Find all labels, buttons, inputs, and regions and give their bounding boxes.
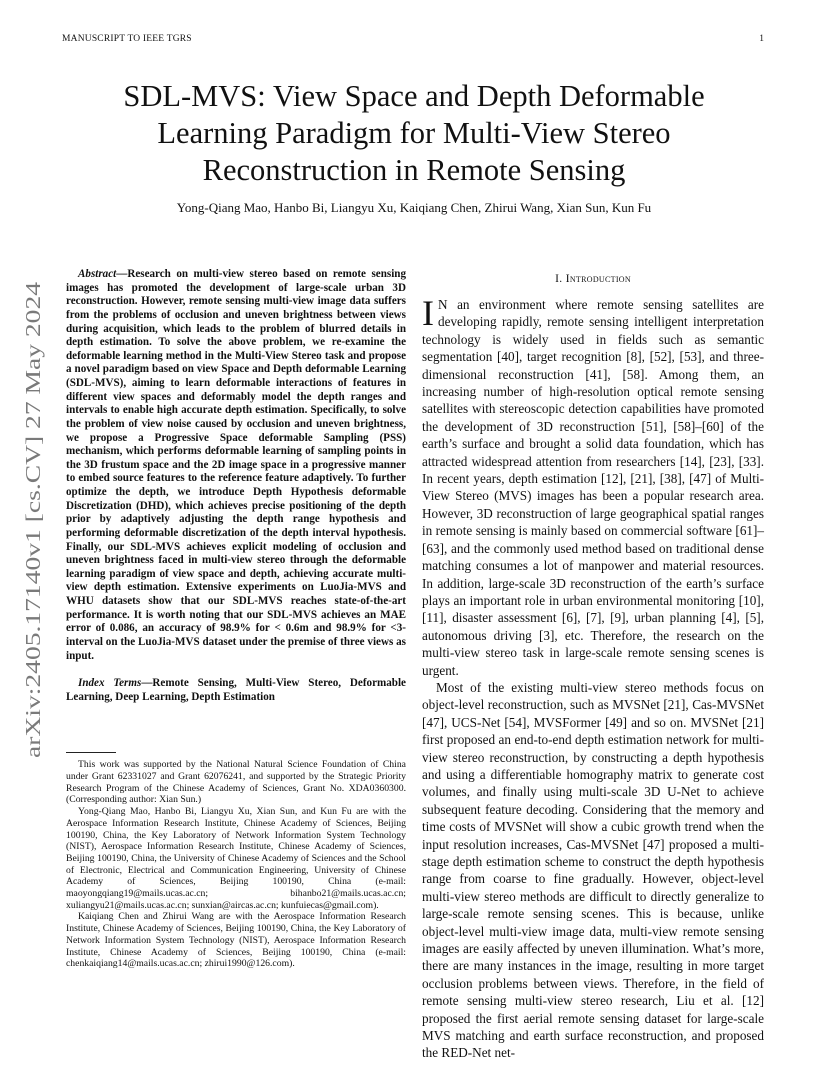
arxiv-stamp-text: arXiv:2405.17140v1 [cs.CV] 27 May 2024 [21,386,45,758]
section-heading [422,271,764,286]
index-terms-label: Index Terms [78,677,142,690]
first-word-rest: N [438,297,448,312]
paper-title: SDL-MVS: View Space and Depth Deformable Learning Paradigm for Multi-View Stereo Reconstruction in Remote Sensing [123,79,705,187]
running-head: MANUSCRIPT TO IEEE TGRS [62,34,192,44]
abstract-label: Abstract [78,268,117,280]
intro-paragraph-1 [422,293,764,679]
footnote-affiliation-1: Yong-Qiang Mao, Hanbo Bi, Liangyu Xu, Xian Sun, and Kun Fu are with the Aerospace Information Research Institute, Chinese Academy of Sciences, Beijing 100190, China, the Key Laboratory of Network Information System Technology (NIST), Aerospace Information Research Institute, Chinese Academy of Sciences, Beijing 100190, China, the University of Chinese Academy of Sciences and the School of Electronic, Electrical and Communication Engineering, University of Chinese Academy of Sciences, Beijing 100190, China (e-mail: maoyongqiang19@mails.ucas.ac.cn; bihanbo21@mails.ucas.ac.cn; xuliangyu21@mails.ucas.ac.cn; sunxian@aircas.ac.cn; kunfuiecas@gmail.com). [66,806,406,911]
author-list: Yong-Qiang Mao, Hanbo Bi, Liangyu Xu, Kaiqiang Chen, Zhirui Wang, Xian Sun, Kun Fu [176,200,652,215]
index-terms-text: —Remote Sensing, Multi-View Stereo, Deformable Learning, Deep Learning, Depth Estimation [66,677,406,703]
section-title: Introduction [565,271,631,285]
intro-paragraph-1-text: an environment where remote sensing satellites are developing rapidly, remote sensing intelligent interpretation technology is widely used in fields such as semantic segmentation [40], target recognition [8], [52], [53], and three-dimensional reconstruction [41], [58]. Among them, an increasing number of high-resolution optical remote sensing satellites with stereoscopic detection capabilities have promoted the development of 3D reconstruction [51], [58]–[60] of the earth’s surface and brought a solid data foundation, which has attracted widespread attention from researchers [14], [23], [33]. In recent years, depth estimation [12], [21], [38], [47] of Multi-View Stereo (MVS) images has been a popular research area. However, 3D reconstruction of large geographical spatial ranges in remote sensing is mainly based on commercial software [61]–[63], and the commonly used method based on traditional dense matching consumes a lot of manpower and material resources. In addition, large-scale 3D reconstruction of the earth’s surface plays an important role in urban environmental monitoring [10], [11], disaster assessment [6], [7], [9], urban planning [4], [5], autonomous driving [3], etc. Therefore, the research on the multi-view stereo task in large-scale remote sensing scenes is urgent. [422,297,764,678]
intro-paragraph-2: Most of the existing multi-view stereo methods focus on object-level reconstruction, such as MVSNet [21], Cas-MVSNet [47], UCS-Net [54], MVSFormer [49] and so on. MVSNet [21] first proposed an end-to-end depth estimation network for multi-view stereo reconstruction, by constructing a depth hypothesis and using a differentiable homography matrix to generate cost volumes, and finally using multi-scale 3D U-Net to achieve subsequent feature decoding. Considering that the memory and time costs of MVSNet will show a cubic growth trend when the input resolution increases, Cas-MVSNet [47] proposed a multi-stage depth estimation scheme to construct the depth hypothesis range from coarse to fine gradually. However, object-level multi-view stereo methods are difficult to directly generalize to large-scale remote sensing scenes. This is because, unlike object-level multi-view image data, multi-view remote sensing images are easily affected by uneven illumination. What’s more, there are many instances in the image, resulting in more target occlusion problems between views. Therefore, in the field of remote sensing multi-view stereo research, Liu et al. [12] proposed the first aerial remote sensing dataset for large-scale MVS matching and earth surface reconstruction, and proposed the RED-Net net- [422,679,764,1061]
dropcap: I [422,293,434,333]
left-column [66,268,406,970]
page-number: 1 [759,34,764,44]
right-column [422,268,764,1062]
index-terms [66,677,406,704]
abstract [66,268,406,663]
footnote-rule [66,752,116,753]
arxiv-stamp [10,280,50,760]
footnote-funding: This work was supported by the National Natural Science Foundation of China under Grant 62331027 and Grant 62076241, and supported by the Strategic Priority Research Program of the Chinese Academy of Sciences, Grant No. XDA0360300. (Corresponding author: Xian Sun.) [66,759,406,806]
section-numeral: I. [555,273,563,285]
footnote-affiliation-2: Kaiqiang Chen and Zhirui Wang are with the Aerospace Information Research Institute, Chinese Academy of Sciences, Beijing 100190, China, the Key Laboratory of Network Information System Technology (NIST), Aerospace Information Research Institute, Chinese Academy of Sciences, Beijing 100190, China (e-mail: chenkaiqiang14@mails.ucas.ac.cn; zhirui1990@126.com). [66,911,406,970]
abstract-text: —Research on multi-view stereo based on remote sensing images has promoted the development of large-scale urban 3D reconstruction. However, remote sensing multi-view image data suffers from the problems of occlusion and uneven brightness between views during acquisition, which leads to the problem of blurred details in depth estimation. To solve the above problem, we re-examine the deformable learning method in the Multi-View Stereo task and propose a novel paradigm based on view Space and Depth deformable Learning (SDL-MVS), aiming to learn deformable interactions of features in different view spaces and deformably model the depth ranges and intervals to enable high accurate depth estimation. Specifically, to solve the problem of view noise caused by occlusion and uneven brightness, we propose a Progressive Space deformable Sampling (PSS) mechanism, which performs deformable learning of sampling points in the 3D frustum space and the 2D image space in a progressive manner to embed source features to the reference feature adaptively. To further optimize the depth, we introduce Depth Hypothesis deformable Discretization (DHD), which achieves precise positioning of the depth prior by adaptively adjusting the depth range hypothesis and performing deformable discretization of the depth interval hypothesis. Finally, our SDL-MVS achieves explicit modeling of occlusion and uneven brightness faced in multi-view stereo through the deformable learning paradigm of view space and depth, achieving accurate multi-view depth estimation. Extensive experiments on LuoJia-MVS and WHU datasets show that our SDL-MVS reaches state-of-the-art performance. It is worth noting that our SDL-MVS achieves an MAE error of 0.086, an accuracy of 98.9% for < 0.6m and 98.9% for <3-interval on the LuoJia-MVS dataset under the premise of three views as input. [66,268,406,662]
